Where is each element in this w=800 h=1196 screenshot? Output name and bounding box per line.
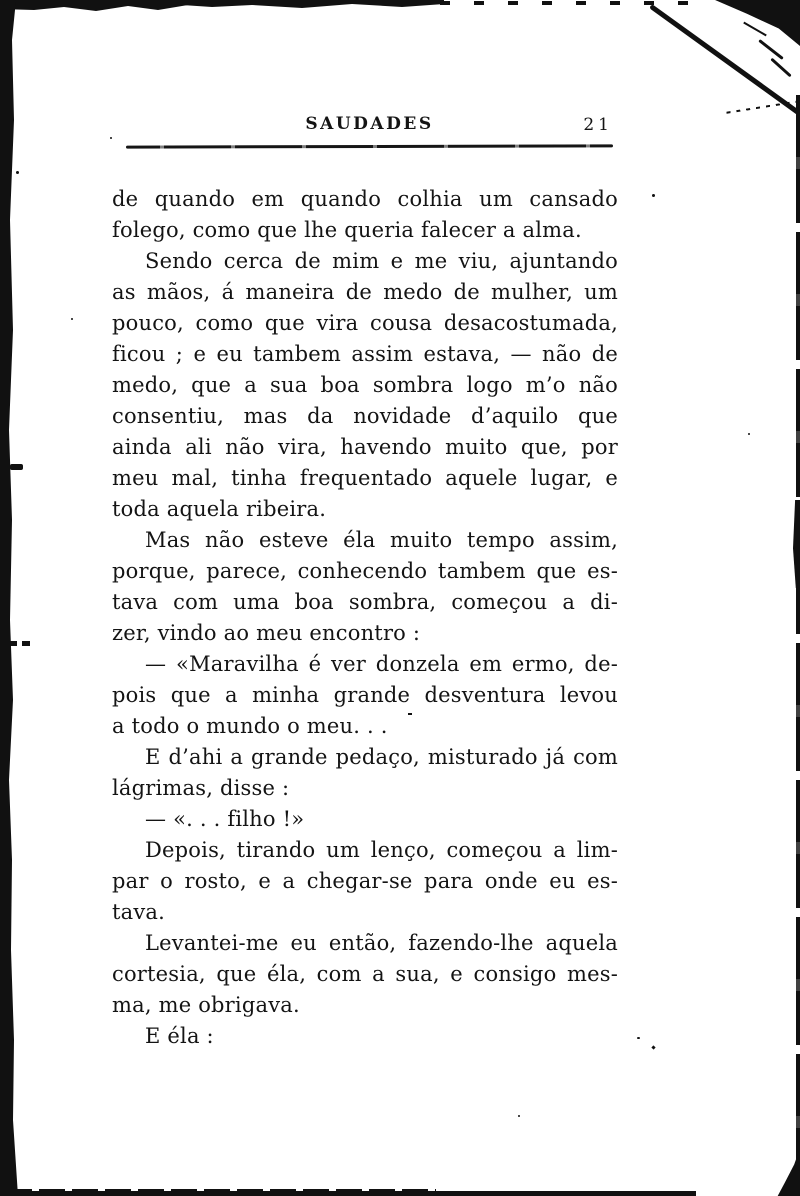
text-line: tava com uma boa sombra, começou a di- bbox=[112, 590, 618, 614]
text-line: E d’ahi a grande pedaço, misturado já com bbox=[145, 745, 618, 769]
text-line: E éla : bbox=[145, 1024, 214, 1048]
scan-artifact-top-edge-dashes bbox=[440, 1, 700, 5]
scan-artifact-left-tick bbox=[10, 464, 23, 470]
scan-artifact-left-gutter-shadow bbox=[0, 0, 22, 1196]
text-line: porque, parece, conhecendo tambem que es- bbox=[112, 559, 618, 583]
scan-artifact-left-tick bbox=[8, 641, 30, 646]
text-line: a todo o mundo o meu. . . bbox=[112, 714, 388, 738]
ink-speck bbox=[651, 1045, 655, 1049]
text-line: ainda ali não vira, havendo muito que, por bbox=[112, 435, 618, 459]
text-line: lágrimas, disse : bbox=[112, 776, 290, 800]
page-header bbox=[126, 114, 613, 138]
scan-artifact-right-edge-line bbox=[796, 95, 800, 1196]
scan-artifact-fold-scratch bbox=[770, 58, 791, 78]
page-number: 21 bbox=[583, 115, 613, 135]
text-line: Levantei-me eu então, fazendo-lhe aquela bbox=[145, 931, 618, 955]
scan-artifact-top-edge bbox=[182, 0, 444, 8]
ink-speck bbox=[110, 137, 112, 139]
text-line: pois que a minha grande desventura levou bbox=[112, 683, 618, 707]
scan-artifact-bottom-right-corner bbox=[764, 1148, 800, 1196]
scan-artifact-fold-scratch bbox=[758, 39, 783, 60]
text-line: zer, vindo ao meu encontro : bbox=[112, 621, 421, 645]
text-line: pouco, como que vira cousa desacostumada, bbox=[112, 311, 618, 335]
text-line: meu mal, tinha frequentado aquele lugar, e bbox=[112, 466, 618, 490]
header-rule bbox=[126, 144, 613, 148]
text-line: ficou ; e eu tambem assim estava, — não de bbox=[112, 342, 618, 366]
ink-speck bbox=[16, 171, 19, 174]
text-line: tava. bbox=[112, 900, 166, 924]
ink-speck bbox=[652, 194, 655, 197]
text-line: Depois, tirando um lenço, começou a lim- bbox=[145, 838, 618, 862]
ink-speck bbox=[518, 1115, 520, 1117]
ink-speck bbox=[71, 318, 73, 320]
text-line: folego, como que lhe queria falecer a alma. bbox=[112, 218, 582, 242]
running-title: SAUDADES bbox=[305, 114, 434, 134]
text-line: cortesia, que éla, com a sua, e consigo mes- bbox=[112, 962, 618, 986]
ink-speck bbox=[748, 433, 750, 435]
text-line: Mas não esteve éla muito tempo assim, bbox=[145, 528, 618, 552]
text-line: Sendo cerca de mim e me viu, ajuntando bbox=[145, 249, 618, 273]
text-block bbox=[112, 184, 618, 1052]
text-line: toda aquela ribeira. bbox=[112, 497, 327, 521]
text-line: — «. . . filho !» bbox=[145, 807, 305, 831]
ink-speck bbox=[408, 713, 412, 715]
text-line: medo, que a sua boa sombra logo m’o não bbox=[112, 373, 618, 397]
text-line: de quando em quando colhia um cansado bbox=[112, 187, 618, 211]
text-line: — «Maravilha é ver donzela em ermo, de- bbox=[145, 652, 618, 676]
text-line: par o rosto, e a chegar-se para onde eu es- bbox=[112, 869, 618, 893]
ink-speck bbox=[637, 1037, 640, 1039]
text-line: as mãos, á maneira de medo de mulher, um bbox=[112, 280, 618, 304]
scan-artifact-top-edge bbox=[0, 0, 188, 11]
scan-artifact-right-edge-blot bbox=[793, 500, 800, 588]
text-line: consentiu, mas da novidade d’aquilo que bbox=[112, 404, 618, 428]
text-line: ma, me obrigava. bbox=[112, 993, 300, 1017]
scan-artifact-fold-scratch bbox=[743, 22, 767, 37]
scan-artifact-bottom-edge-rough bbox=[6, 1189, 436, 1192]
